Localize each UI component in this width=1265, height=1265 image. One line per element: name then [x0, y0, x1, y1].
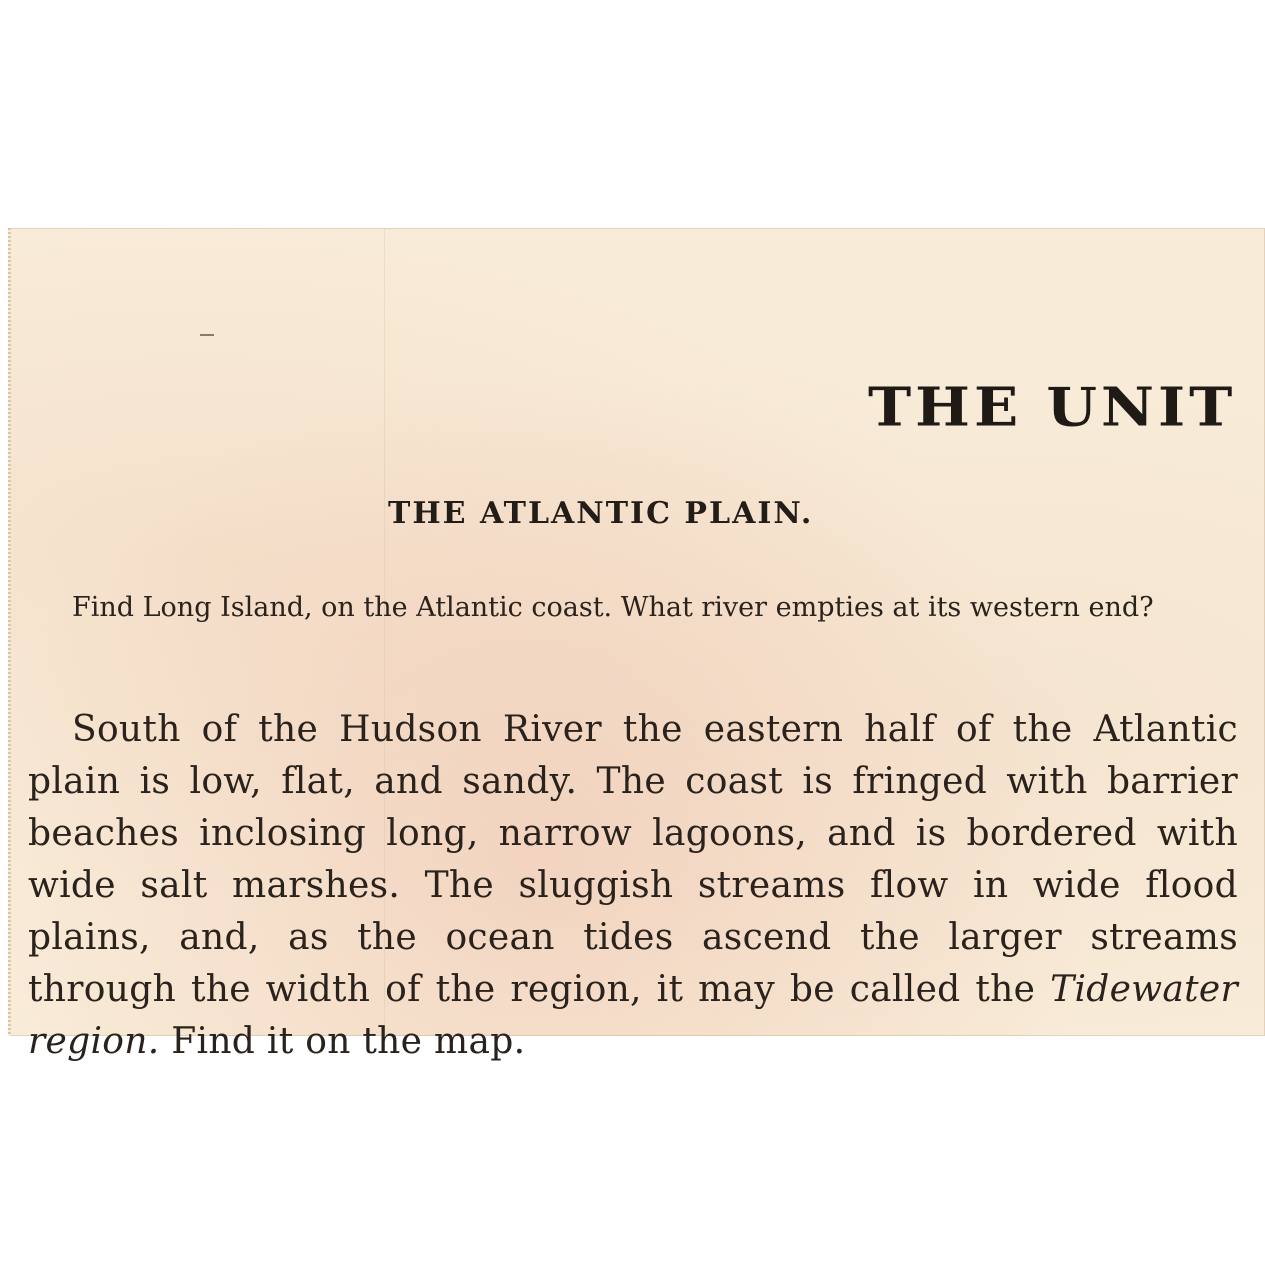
body-paragraph [28, 704, 1238, 1068]
paragraph-text: South of the Hudson River the eastern half of the Atlantic plain is low, flat, and sandy. The coast is fringed with barrier beaches inclosing long, narrow lagoons, and is bordered with wide salt marshes. The sluggish streams flow in wide flood plains, and, as the ocean tides ascend the larger streams through the width of the region, it may be called the [28, 709, 1238, 1010]
paragraph-ending: Find it on the map. [159, 1021, 526, 1062]
section-title: THE ATLANTIC PLAIN. [388, 496, 814, 531]
ink-speck [200, 334, 214, 336]
newspaper-clipping [8, 228, 1265, 1062]
question-text: Find Long Island, on the Atlantic coast. What river empties at its western end? [72, 592, 1154, 623]
italic-term: Tidewater region. [28, 969, 1238, 1062]
running-head: THE UNIT [868, 376, 1237, 439]
